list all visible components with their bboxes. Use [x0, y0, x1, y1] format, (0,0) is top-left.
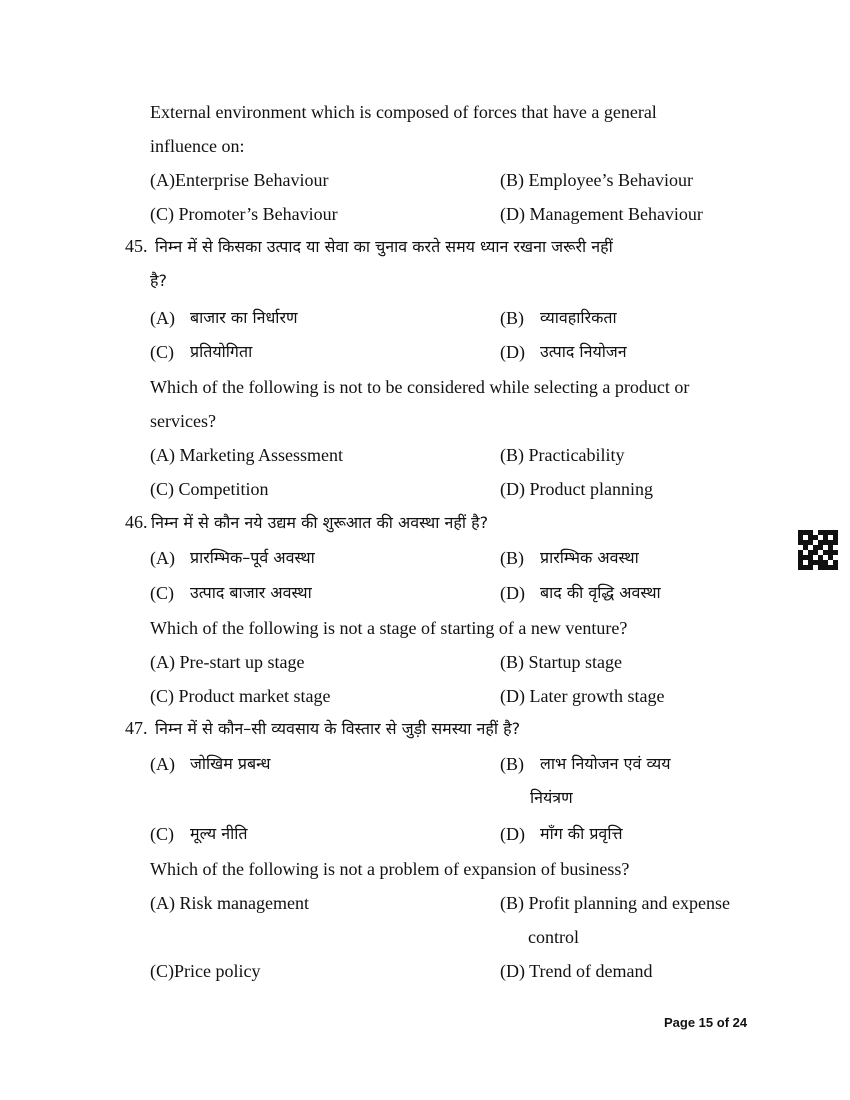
q45-hindi-option-c: प्रतियोगिता [190, 342, 253, 361]
q47-hindi-option-a: जोखिम प्रबन्ध [190, 754, 271, 773]
q46-text: Which of the following is not a stage of starting of a new venture? [150, 618, 628, 638]
q46-number: 46. [125, 512, 148, 532]
qr-code-icon [798, 530, 838, 570]
q45-option-c: (C) Competition [150, 479, 269, 499]
q47-option-b-line2: control [528, 927, 579, 947]
q47-number: 47. [125, 718, 148, 738]
q46-hindi-text: निम्न में से कौन नये उद्यम की शुरूआत की अवस्था नहीं है? [151, 513, 489, 532]
q46-hindi-option-d: बाद की वृद्धि अवस्था [540, 583, 661, 602]
q46-hindi-option-b-label: (B) [500, 548, 524, 568]
q47-hindi-option-b-label: (B) [500, 754, 524, 774]
q45-hindi-option-d: उत्पाद नियोजन [540, 342, 627, 361]
q45-hindi-option-a: बाजार का निर्धारण [190, 308, 298, 327]
q47-option-a: (A) Risk management [150, 893, 309, 913]
q47-option-c: (C)Price policy [150, 961, 261, 981]
q45-hindi-option-b: व्यावहारिकता [540, 308, 617, 327]
q46-hindi-option-d-label: (D) [500, 583, 525, 603]
q45-option-b: (B) Practicability [500, 445, 625, 465]
q46-option-a: (A) Pre-start up stage [150, 652, 305, 672]
q46-option-b: (B) Startup stage [500, 652, 622, 672]
q45-text-line1: Which of the following is not to be considered while selecting a product or [150, 377, 690, 397]
q45-hindi-option-d-label: (D) [500, 342, 525, 362]
q45-hindi-option-c-label: (C) [150, 342, 174, 362]
q47-hindi-option-d: माँग की प्रवृत्ति [540, 824, 623, 843]
q47-option-d: (D) Trend of demand [500, 961, 653, 981]
q44-option-d: (D) Management Behaviour [500, 204, 703, 224]
q44-option-b: (B) Employee’s Behaviour [500, 170, 693, 190]
q46-hindi-option-c-label: (C) [150, 583, 174, 603]
q47-option-b-line1: (B) Profit planning and expense [500, 893, 730, 913]
q46-hindi-option-c: उत्पाद बाजार अवस्था [190, 583, 312, 602]
q44-text-line2: influence on: [150, 136, 245, 156]
q47-text: Which of the following is not a problem of expansion of business? [150, 859, 630, 879]
q47-hindi-option-a-label: (A) [150, 754, 175, 774]
q44-option-c: (C) Promoter’s Behaviour [150, 204, 338, 224]
q47-hindi-option-c-label: (C) [150, 824, 174, 844]
q45-number: 45. [125, 236, 148, 256]
q46-hindi-option-a-label: (A) [150, 548, 175, 568]
q46-option-c: (C) Product market stage [150, 686, 331, 706]
q47-hindi-text: निम्न में से कौन–सी व्यवसाय के विस्तार से जुड़ी समस्या नहीं है? [155, 719, 521, 738]
q47-hindi-option-b-line1: लाभ नियोजन एवं व्यय [540, 754, 671, 773]
q45-hindi-text-line2: है? [150, 271, 167, 290]
q47-hindi-option-b-line2: नियंत्रण [530, 788, 573, 807]
q44-text-line1: External environment which is composed of forces that have a general [150, 102, 657, 122]
q44-option-a: (A)Enterprise Behaviour [150, 170, 329, 190]
q45-hindi-text-line1: निम्न में से किसका उत्पाद या सेवा का चुनाव करते समय ध्यान रखना जरूरी नहीं [155, 237, 613, 256]
q45-option-a: (A) Marketing Assessment [150, 445, 343, 465]
q46-option-d: (D) Later growth stage [500, 686, 665, 706]
q47-hindi-option-c: मूल्य नीति [190, 824, 248, 843]
q47-hindi-option-d-label: (D) [500, 824, 525, 844]
q46-hindi-option-b: प्रारम्भिक अवस्था [540, 548, 639, 567]
q45-hindi-option-b-label: (B) [500, 308, 524, 328]
q45-option-d: (D) Product planning [500, 479, 653, 499]
page-number: Page 15 of 24 [664, 1015, 748, 1030]
q46-hindi-option-a: प्रारम्भिक–पूर्व अवस्था [190, 548, 315, 567]
q45-hindi-option-a-label: (A) [150, 308, 175, 328]
q45-text-line2: services? [150, 411, 216, 431]
